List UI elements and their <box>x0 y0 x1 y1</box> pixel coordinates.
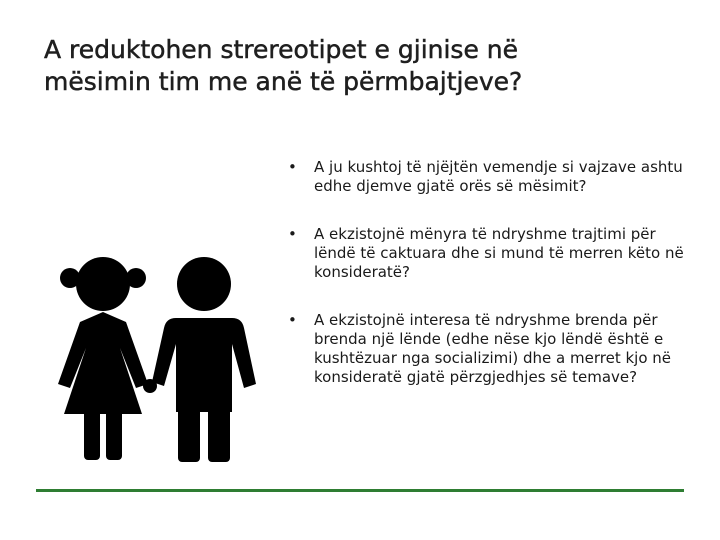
bullet-item <box>286 311 686 387</box>
bullet-list <box>286 158 686 387</box>
green-divider-line <box>36 489 684 492</box>
illustration <box>52 236 262 466</box>
slide-title-line-1: A reduktohen strereotipet e gjinise në <box>44 35 519 64</box>
girl-and-boy-holding-hands-icon <box>52 236 262 466</box>
bullet-marker: • <box>288 225 297 243</box>
bullet-marker: • <box>288 158 297 176</box>
bullet-text: A ekzistojnë mënyra të ndryshme trajtimi për lëndë të caktuara dhe si mund të merren këto në konsideratë? <box>314 225 684 281</box>
bullet-marker: • <box>288 311 297 329</box>
bullet-item <box>286 158 686 196</box>
boy-figure <box>152 257 256 462</box>
slide-title-line-2: mësimin tim me anë të përmbajtjeve? <box>44 67 523 96</box>
bullet-text: A ju kushtoj të njëjtën vemendje si vajzave ashtu edhe djemve gjatë orës së mësimit? <box>314 158 683 195</box>
bullet-text: A ekzistojnë interesa të ndryshme brenda për brenda një lënde (edhe nëse kjo lëndë është e kushtëzuar nga socializimi) dhe a merret kjo në konsideratë gjatë përzgjedhjes së temave? <box>314 311 672 386</box>
girl-figure <box>58 257 148 460</box>
slide-title <box>44 34 684 98</box>
bullet-item <box>286 225 686 282</box>
